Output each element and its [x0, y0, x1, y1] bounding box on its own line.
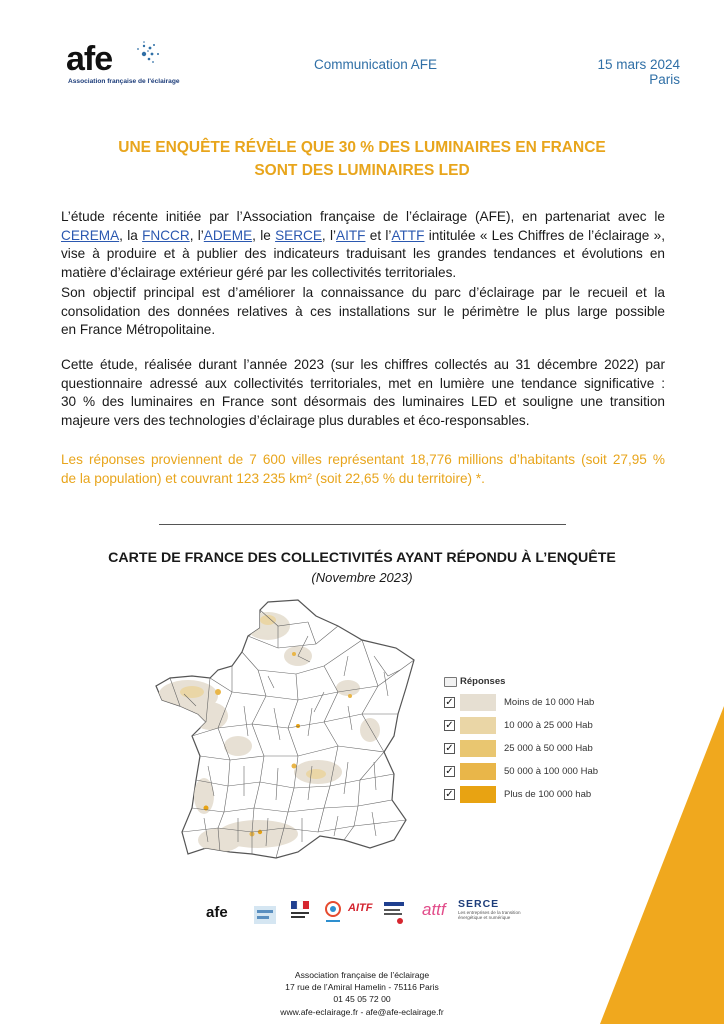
- serce-tagline: Les entreprises de la transition énergétique et numérique: [458, 910, 521, 921]
- link-fnccr[interactable]: FNCCR: [142, 227, 190, 243]
- p1-text: , l’: [189, 227, 204, 243]
- p3-line-2: questionnaire adressé aux collectivités territoriales, met en lumière une tendance significative :: [61, 375, 665, 391]
- legend-item[interactable]: [442, 740, 602, 758]
- paragraph-findings: [61, 356, 665, 430]
- place: Paris: [649, 72, 680, 87]
- map-legend: [442, 670, 602, 810]
- legend-label: 50 000 à 100 000 Hab: [504, 766, 599, 777]
- p1-line-2: [61, 227, 665, 246]
- p1-line-4: matière d’éclairage extérieur géré par les collectivités territoriales.: [61, 264, 457, 280]
- p1-line-1: L’étude récente initiée par l’Association française de l’éclairage (AFE), en partenariat avec le: [61, 209, 665, 224]
- partner-logos: [200, 896, 530, 930]
- p1-text: , la: [119, 227, 143, 243]
- date: 15 mars 2024: [597, 57, 680, 72]
- footer-organization: Association française de l’éclairage: [294, 970, 430, 980]
- checkbox-checked-icon[interactable]: ✓: [445, 766, 454, 777]
- headline-line-1: UNE ENQUÊTE RÉVÈLE QUE 30 % DES LUMINAIRES EN FRANCE: [118, 139, 606, 156]
- partner-republique-logo: [288, 898, 314, 928]
- legend-label: 10 000 à 25 000 Hab: [504, 720, 593, 731]
- partner-cerema-logo: [322, 898, 344, 928]
- partner-afe-logo: afe: [206, 904, 228, 921]
- partner-ministere-logo: [382, 898, 406, 928]
- serce-wordmark: SERCE: [458, 898, 500, 910]
- link-attf[interactable]: ATTF: [391, 227, 425, 243]
- afe-logo: [66, 40, 180, 90]
- p1-line-3: vise à produire et à publier des indicateurs traduisant les grandes tendances et évolutions en: [61, 246, 665, 262]
- headline-line-2: SONT DES LUMINAIRES LED: [254, 162, 470, 179]
- map-title: CARTE DE FRANCE DES COLLECTIVITÉS AYANT RÉPONDU À L’ENQUÊTE: [108, 550, 616, 566]
- legend-swatch: [460, 740, 496, 757]
- link-aitf[interactable]: AITF: [336, 227, 366, 243]
- logo-wordmark: afe: [66, 40, 113, 78]
- p1-text: et l’: [365, 227, 392, 243]
- p3-line-4: majeure vers des technologies d’éclairage plus durables et éco-responsables.: [61, 412, 530, 428]
- p3-line-3: 30 % des luminaires en France sont désormais des luminaires LED et souligne une transition: [61, 394, 665, 410]
- partner-serce-logo: [458, 898, 528, 928]
- legend-label: Plus de 100 000 hab: [504, 789, 592, 800]
- link-serce[interactable]: SERCE: [275, 227, 322, 243]
- logo-star-icon: [132, 40, 162, 66]
- paragraph-objective: [61, 284, 665, 340]
- legend-label: 25 000 à 50 000 Hab: [504, 743, 593, 754]
- legend-swatch: [460, 694, 496, 711]
- checkbox-checked-icon[interactable]: ✓: [445, 789, 454, 800]
- p2-line-3: en France Métropolitaine.: [61, 322, 216, 338]
- footer-address: 17 rue de l’Amiral Hamelin - 75116 Paris: [285, 982, 439, 993]
- legend-label: Moins de 10 000 Hab: [504, 697, 595, 708]
- footer-contact: [200, 969, 524, 1018]
- p4-line-2: de la population) et couvrant 123 235 km² (soit 22,65 % du territoire) *.: [61, 470, 485, 486]
- date-block: [560, 57, 680, 87]
- paragraph-intro: [61, 208, 665, 282]
- legend-item[interactable]: [442, 694, 602, 712]
- map-subtitle: (Novembre 2023): [311, 570, 413, 585]
- france-map: [148, 596, 438, 866]
- p1-text: intitulée « Les Chiffres de l’éclairage »,: [424, 227, 665, 243]
- p2-line-1: Son objectif principal est d’améliorer la connaissance du parc d’éclairage par le recueil et la: [61, 285, 665, 300]
- legend-folder-icon: [444, 677, 457, 687]
- p4-line-1: Les réponses proviennent de 7 600 villes représentant 18,776 millions d’habitants (soit 27,95 %: [61, 452, 665, 467]
- footer-web-email[interactable]: www.afe-eclairage.fr - afe@afe-eclairage.fr: [280, 1006, 444, 1017]
- checkbox-checked-icon[interactable]: ✓: [445, 697, 454, 708]
- communication-label: Communication AFE: [314, 57, 438, 72]
- legend-item[interactable]: [442, 717, 602, 735]
- logo-subtitle: Association française de l'éclairage: [68, 78, 180, 85]
- p2-line-2: consolidation des données relatives à ces installations sur le périmètre le plus large possible: [61, 303, 665, 319]
- partner-ademe-logo: [252, 900, 278, 930]
- checkbox-checked-icon[interactable]: ✓: [445, 743, 454, 754]
- link-cerema[interactable]: CEREMA: [61, 227, 120, 243]
- p3-line-1: Cette étude, réalisée durant l’année 2023 (sur les chiffres collectés au 31 décembre 2022) par: [61, 357, 665, 372]
- legend-swatch: [460, 717, 496, 734]
- legend-swatch: [460, 763, 496, 780]
- section-divider: [159, 524, 566, 525]
- p1-text: , le: [252, 227, 276, 243]
- p1-text: , l’: [321, 227, 337, 243]
- headline: [62, 136, 662, 182]
- legend-item[interactable]: [442, 763, 602, 781]
- partner-attf-logo: attf: [422, 900, 446, 919]
- link-ademe[interactable]: ADEME: [203, 227, 253, 243]
- legend-item[interactable]: [442, 786, 602, 804]
- checkbox-checked-icon[interactable]: ✓: [445, 720, 454, 731]
- partner-aitf-logo: AITF: [348, 902, 373, 914]
- paragraph-responses: [61, 451, 665, 488]
- legend-title: Réponses: [460, 676, 506, 687]
- legend-swatch: [460, 786, 496, 803]
- footer-phone: 01 45 05 72 00: [333, 994, 391, 1005]
